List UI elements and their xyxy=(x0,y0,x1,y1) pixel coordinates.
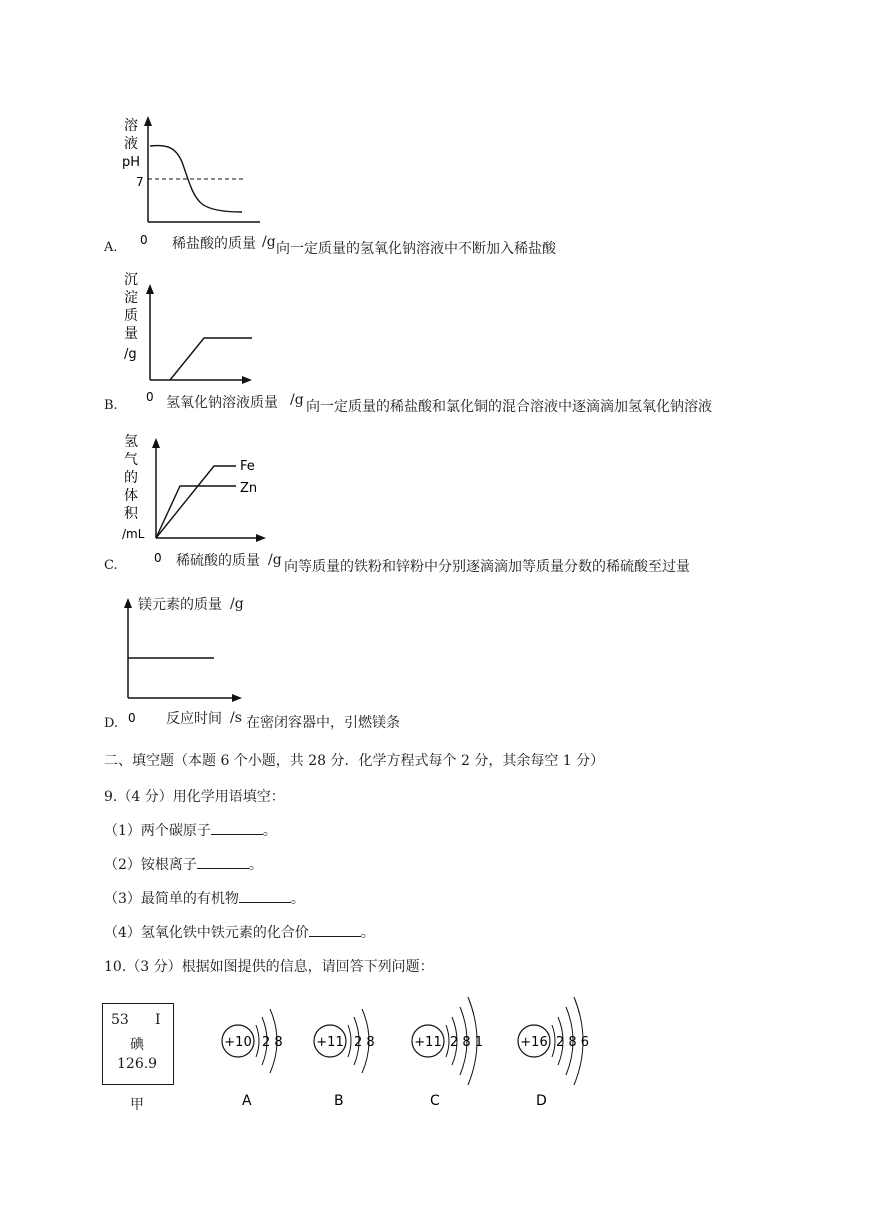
graph-b-ylabel-4: 量 xyxy=(124,326,138,342)
option-d xyxy=(0,588,869,736)
atom-a-nucleus: +10 xyxy=(224,1035,252,1050)
option-d-description: 在密闭容器中，引燃镁条 xyxy=(246,715,400,731)
graph-c-ylabel-5: 积 xyxy=(124,506,138,522)
option-b xyxy=(0,268,869,418)
graph-a-origin: 0 xyxy=(140,233,148,247)
graph-c-origin: 0 xyxy=(154,551,162,565)
graph-a-y-arrow xyxy=(144,116,152,126)
option-a-description: 向一定质量的氢氧化钠溶液中不断加入稀盐酸 xyxy=(276,241,556,257)
section-heading: 二、填空题（本题 6 个小题，共 28 分．化学方程式每个 2 分，其余每空 1 分） xyxy=(104,753,605,769)
q9-answer-blank-1[interactable] xyxy=(211,820,263,835)
graph-c-zn-label: Zn xyxy=(240,481,258,496)
option-b-xunit: /g xyxy=(290,392,304,408)
atom-diagrams xyxy=(210,985,610,1115)
graph-a-tick-7: 7 xyxy=(136,175,144,189)
atom-b xyxy=(314,1009,375,1109)
q9-item-2-text: （2）铵根离子 xyxy=(104,857,197,873)
atom-c xyxy=(412,997,483,1109)
graph-c-y-arrow xyxy=(152,438,160,448)
option-c-xunit: /g xyxy=(268,552,282,568)
atom-a-label: A xyxy=(242,1093,252,1109)
q9-item-1-text: （1）两个碳原子 xyxy=(104,823,211,839)
q9-item-1 xyxy=(104,820,277,840)
element-card xyxy=(102,1003,174,1085)
option-b-description: 向一定质量的稀盐酸和氯化铜的混合溶液中逐滴滴加氢氧化钠溶液 xyxy=(306,399,712,415)
q9-item-4-text: （4）氢氧化铁中铁元素的化合价 xyxy=(104,925,309,941)
q9-title: 9.（4 分）用化学用语填空： xyxy=(104,789,285,805)
graph-a-ylabel-2: 液 xyxy=(124,136,138,152)
q10-title: 10.（3 分）根据如图提供的信息，请回答下列问题： xyxy=(104,959,434,975)
option-d-xunit: /s xyxy=(230,710,242,726)
graph-b-ylabel-1: 沉 xyxy=(124,272,138,288)
q9-item-3-end: 。 xyxy=(290,891,305,907)
graph-b-ylabel-5: /g xyxy=(124,347,137,362)
element-atomic-number: 53 xyxy=(111,1012,129,1028)
atom-a-electrons: 2 8 xyxy=(262,1035,283,1050)
graph-d-xlabel: 反应时间 xyxy=(166,711,222,727)
q9-item-2 xyxy=(104,854,263,874)
graph-c-fe-line xyxy=(156,466,236,538)
atom-d-nucleus: +16 xyxy=(520,1035,548,1050)
atom-c-nucleus: +11 xyxy=(414,1035,442,1050)
option-a-letter: A. xyxy=(104,240,118,255)
atom-d-label: D xyxy=(536,1093,547,1109)
option-b-letter: B. xyxy=(104,398,118,413)
q9-item-4 xyxy=(104,922,375,942)
atom-b-electrons: 2 8 xyxy=(354,1035,375,1050)
element-symbol: I xyxy=(155,1012,161,1028)
graph-c-xlabel: 稀硫酸的质量 xyxy=(176,553,260,569)
graph-a-ylabel-3: pH xyxy=(122,155,141,170)
atom-d-electrons: 2 8 6 xyxy=(556,1035,590,1050)
graph-c-zn-line xyxy=(156,486,236,538)
graph-c-x-arrow xyxy=(256,534,266,542)
graph-c-ylabel-6: /mL xyxy=(122,527,145,541)
graph-c-ylabel-2: 气 xyxy=(124,452,138,468)
q9-answer-blank-4[interactable] xyxy=(309,922,361,937)
graph-b-x-arrow xyxy=(242,376,252,384)
element-mass: 126.9 xyxy=(117,1056,158,1072)
graph-b-ylabel-3: 质 xyxy=(124,308,138,324)
graph-d-ylabel: 镁元素的质量 xyxy=(138,597,222,613)
graph-b-ylabel-2: 淀 xyxy=(124,290,138,306)
graph-c-fe-label: Fe xyxy=(240,459,255,474)
atom-d xyxy=(518,997,589,1109)
option-c xyxy=(0,426,869,578)
atom-b-nucleus: +11 xyxy=(316,1035,344,1050)
option-c-letter: C. xyxy=(104,558,118,573)
graph-c-ylabel-4: 体 xyxy=(124,488,138,504)
graph-b-line xyxy=(170,338,252,380)
q9-item-4-end: 。 xyxy=(360,925,375,941)
graph-b-y-arrow xyxy=(146,284,154,294)
q9-item-3 xyxy=(104,888,305,908)
graph-c-ylabel-1: 氢 xyxy=(124,434,138,450)
option-d-letter: D. xyxy=(104,716,119,731)
atom-a xyxy=(222,1009,283,1109)
atom-b-label: B xyxy=(334,1093,344,1109)
atom-c-electrons: 2 8 1 xyxy=(450,1035,484,1050)
atom-c-label: C xyxy=(430,1093,440,1109)
q9-item-2-end: 。 xyxy=(248,857,263,873)
graph-a-ylabel-1: 溶 xyxy=(124,118,138,134)
q9-item-1-end: 。 xyxy=(262,823,277,839)
option-c-description: 向等质量的铁粉和锌粉中分别逐滴滴加等质量分数的稀硫酸至过量 xyxy=(284,559,690,575)
q9-item-3-text: （3）最简单的有机物 xyxy=(104,891,239,907)
option-a-xunit: /g xyxy=(262,234,276,250)
q9-answer-blank-2[interactable] xyxy=(197,854,249,869)
graph-d-yunit: /g xyxy=(230,596,244,612)
graph-d-y-arrow xyxy=(124,598,132,608)
graph-a-xlabel: 稀盐酸的质量 xyxy=(172,236,256,252)
graph-c-ylabel-3: 的 xyxy=(124,470,138,486)
graph-d-origin: 0 xyxy=(128,711,136,725)
graph-b-xlabel: 氢氧化钠溶液质量 xyxy=(166,395,278,411)
graph-d-x-arrow xyxy=(232,694,242,702)
option-a xyxy=(0,110,869,260)
q9-answer-blank-3[interactable] xyxy=(239,888,291,903)
element-card-label: 甲 xyxy=(130,1097,144,1113)
graph-b-origin: 0 xyxy=(146,390,154,404)
element-name: 碘 xyxy=(130,1037,144,1053)
